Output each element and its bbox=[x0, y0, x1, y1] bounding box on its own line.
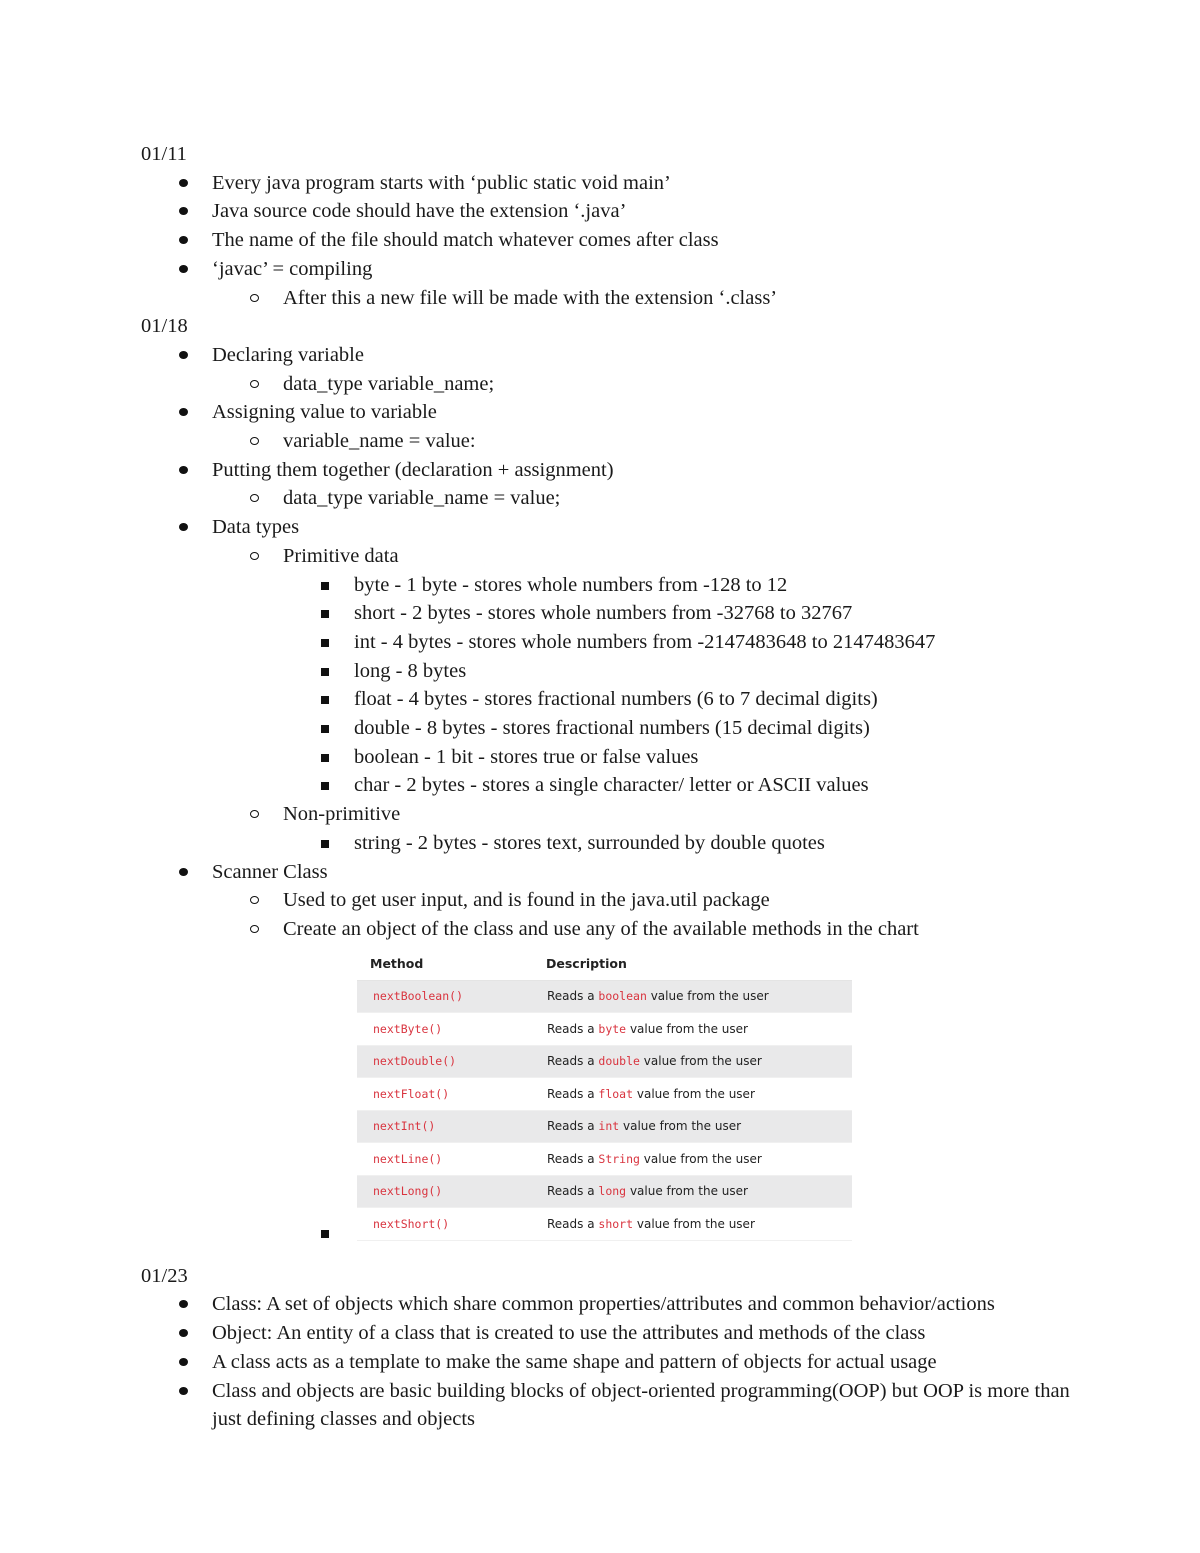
square-bullet-icon bbox=[321, 639, 329, 647]
sub-bullet-list bbox=[212, 484, 1071, 513]
description-prefix: Reads a bbox=[547, 1151, 595, 1166]
list-item: Data types Primitive data byte - 1 byte - stores whole numbers from -128 to 12 short - 2 bytes - stores whole numbers from -32768 to 32767 int - 4 bytes - stores whole numbers from -2147483648 to 2147483647 long - 8 bytes float - 4 bytes - stores fractional numbers (6 to 7 decimal digits) double - 8 bytes - stores fractional numbers (15 decimal digits) boolean - 1 bit - stores true or false values char - 2 bytes - stores a single character/ letter or ASCII values Non-primitive string - 2 bytes - stores text, surrounded by double quotes bbox=[141, 513, 1071, 857]
method-description-cell bbox=[533, 1110, 852, 1143]
list-item: Non-primitive string - 2 bytes - stores text, surrounded by double quotes bbox=[212, 800, 1071, 857]
list-item: Create an object of the class and use any of the available methods in the chart Method Description nextBoolean() Reads a boolean value from the user nextByte() Reads a byte value from the user nextDouble() Reads a double value from the user nextFloat() Reads a float value from the user nextInt() Reads a int value from the user nextLine() Reads a String value from the user nextLong() Reads a long value from the user nextShort() Reads a short value from the user bbox=[212, 915, 1071, 1262]
filled-circle-bullet-icon bbox=[179, 179, 188, 187]
filled-circle-bullet-icon bbox=[179, 1387, 188, 1395]
square-bullet-icon bbox=[321, 668, 329, 676]
filled-circle-bullet-icon bbox=[179, 408, 188, 416]
table-row bbox=[357, 1110, 852, 1143]
list-item: Primitive data byte - 1 byte - stores whole numbers from -128 to 12 short - 2 bytes - stores whole numbers from -32768 to 32767 int - 4 bytes - stores whole numbers from -2147483648 to 2147483647 long - 8 bytes float - 4 bytes - stores fractional numbers (6 to 7 decimal digits) double - 8 bytes - stores fractional numbers (15 decimal digits) boolean - 1 bit - stores true or false values char - 2 bytes - stores a single character/ letter or ASCII values bbox=[212, 542, 1071, 800]
filled-circle-bullet-icon bbox=[179, 351, 188, 359]
type-code: byte bbox=[598, 1021, 627, 1036]
method-description-cell bbox=[533, 1045, 852, 1078]
method-name-cell: nextInt() bbox=[357, 1110, 533, 1143]
filled-circle-bullet-icon bbox=[179, 207, 188, 215]
list-item: The name of the file should match whatever comes after class bbox=[141, 226, 1071, 255]
bullet-list bbox=[141, 1290, 1071, 1434]
type-code: boolean bbox=[598, 989, 647, 1004]
type-code: double bbox=[598, 1054, 640, 1069]
description-prefix: Reads a bbox=[547, 1119, 595, 1134]
description-prefix: Reads a bbox=[547, 1054, 595, 1069]
method-description-cell bbox=[533, 1013, 852, 1046]
list-item: boolean - 1 bit - stores true or false values bbox=[283, 743, 1071, 772]
method-name-cell: nextDouble() bbox=[357, 1045, 533, 1078]
list-item: char - 2 bytes - stores a single character/ letter or ASCII values bbox=[283, 771, 1071, 800]
list-item: long - 8 bytes bbox=[283, 657, 1071, 686]
filled-circle-bullet-icon bbox=[179, 1358, 188, 1366]
list-item: Object: An entity of a class that is created to use the attributes and methods of the class bbox=[141, 1319, 1071, 1348]
sub-bullet-list bbox=[212, 284, 1071, 313]
filled-circle-bullet-icon bbox=[179, 265, 188, 273]
table-row bbox=[357, 1208, 852, 1241]
description-suffix: value from the user bbox=[636, 1216, 755, 1231]
list-item: data_type variable_name = value; bbox=[212, 484, 1071, 513]
list-item: Used to get user input, and is found in the java.util package bbox=[212, 886, 1071, 915]
method-name-cell: nextByte() bbox=[357, 1013, 533, 1046]
list-item: Putting them together (declaration + assignment) data_type variable_name = value; bbox=[141, 456, 1071, 513]
method-description-cell bbox=[533, 1078, 852, 1111]
list-item: Class: A set of objects which share common properties/attributes and common behavior/actions bbox=[141, 1290, 1071, 1319]
hollow-circle-bullet-icon bbox=[250, 896, 259, 904]
method-name-cell: nextLong() bbox=[357, 1175, 533, 1208]
description-suffix: value from the user bbox=[623, 1119, 742, 1134]
description-suffix: value from the user bbox=[629, 1184, 748, 1199]
list-item: short - 2 bytes - stores whole numbers from -32768 to 32767 bbox=[283, 599, 1071, 628]
method-description-cell bbox=[533, 1143, 852, 1176]
method-name-cell: nextBoolean() bbox=[357, 980, 533, 1013]
table-row bbox=[357, 980, 852, 1013]
list-item: float - 4 bytes - stores fractional numbers (6 to 7 decimal digits) bbox=[283, 685, 1071, 714]
sub-sub-bullet-list bbox=[283, 571, 1071, 801]
hollow-circle-bullet-icon bbox=[250, 294, 259, 302]
type-code: short bbox=[598, 1216, 634, 1231]
type-code: int bbox=[598, 1119, 620, 1134]
method-name-cell: nextFloat() bbox=[357, 1078, 533, 1111]
type-code: float bbox=[598, 1086, 634, 1101]
description-prefix: Reads a bbox=[547, 1184, 595, 1199]
description-prefix: Reads a bbox=[547, 1086, 595, 1101]
list-item: byte - 1 byte - stores whole numbers from -128 to 12 bbox=[283, 571, 1071, 600]
hollow-circle-bullet-icon bbox=[250, 925, 259, 933]
description-suffix: value from the user bbox=[643, 1151, 762, 1166]
description-suffix: value from the user bbox=[650, 989, 769, 1004]
bullet-list bbox=[141, 169, 1071, 313]
type-code: String bbox=[598, 1151, 640, 1166]
square-bullet-icon bbox=[321, 725, 329, 733]
type-code: long bbox=[598, 1184, 627, 1199]
sub-bullet-list bbox=[212, 427, 1071, 456]
table-row bbox=[357, 1078, 852, 1111]
description-suffix: value from the user bbox=[643, 1054, 762, 1069]
filled-circle-bullet-icon bbox=[179, 236, 188, 244]
list-item: Class and objects are basic building blocks of object-oriented programming(OOP) but OOP is more than just defining classes and objects bbox=[141, 1377, 1071, 1434]
filled-circle-bullet-icon bbox=[179, 868, 188, 876]
square-bullet-icon bbox=[321, 610, 329, 618]
square-bullet-icon bbox=[321, 840, 329, 848]
hollow-circle-bullet-icon bbox=[250, 552, 259, 560]
square-bullet-icon bbox=[321, 696, 329, 704]
filled-circle-bullet-icon bbox=[179, 1329, 188, 1337]
list-item: data_type variable_name; bbox=[212, 370, 1071, 399]
notes-body bbox=[141, 140, 1071, 1434]
list-item: int - 4 bytes - stores whole numbers from -2147483648 to 2147483647 bbox=[283, 628, 1071, 657]
hollow-circle-bullet-icon bbox=[250, 810, 259, 818]
list-item: variable_name = value: bbox=[212, 427, 1071, 456]
table-row bbox=[357, 1143, 852, 1176]
list-item: string - 2 bytes - stores text, surrounded by double quotes bbox=[283, 829, 1071, 858]
hollow-circle-bullet-icon bbox=[250, 494, 259, 502]
description-prefix: Reads a bbox=[547, 1021, 595, 1036]
filled-circle-bullet-icon bbox=[179, 523, 188, 531]
list-item: ‘javac’ = compiling After this a new file will be made with the extension ‘.class’ bbox=[141, 255, 1071, 312]
filled-circle-bullet-icon bbox=[179, 1300, 188, 1308]
section-date: 01/23 bbox=[141, 1264, 188, 1287]
list-item bbox=[283, 944, 1071, 1262]
list-item: After this a new file will be made with the extension ‘.class’ bbox=[212, 284, 1071, 313]
list-item: double - 8 bytes - stores fractional numbers (15 decimal digits) bbox=[283, 714, 1071, 743]
table-header-row bbox=[357, 950, 852, 981]
description-prefix: Reads a bbox=[547, 989, 595, 1004]
method-name-cell: nextShort() bbox=[357, 1208, 533, 1241]
list-item: Declaring variable data_type variable_name; bbox=[141, 341, 1071, 398]
bullet-list bbox=[141, 341, 1071, 1262]
method-name-cell: nextLine() bbox=[357, 1143, 533, 1176]
square-bullet-icon bbox=[321, 582, 329, 590]
description-suffix: value from the user bbox=[636, 1086, 755, 1101]
sub-bullet-list bbox=[212, 542, 1071, 858]
sub-bullet-list bbox=[212, 886, 1071, 1261]
table-row bbox=[357, 1045, 852, 1078]
table-row bbox=[357, 1175, 852, 1208]
column-header-method: Method bbox=[357, 950, 533, 981]
sub-bullet-list bbox=[212, 370, 1071, 399]
description-suffix: value from the user bbox=[629, 1021, 748, 1036]
sub-sub-bullet-list bbox=[283, 829, 1071, 858]
table-row bbox=[357, 1013, 852, 1046]
description-prefix: Reads a bbox=[547, 1216, 595, 1231]
section-date: 01/11 bbox=[141, 143, 187, 165]
list-item: Java source code should have the extension ‘.java’ bbox=[141, 197, 1071, 226]
list-item: A class acts as a template to make the same shape and pattern of objects for actual usage bbox=[141, 1348, 1071, 1377]
method-description-cell bbox=[533, 980, 852, 1013]
square-bullet-icon bbox=[321, 782, 329, 790]
square-bullet-icon bbox=[321, 1230, 329, 1238]
method-description-cell bbox=[533, 1175, 852, 1208]
method-description-cell bbox=[533, 1208, 852, 1241]
list-item: Scanner Class Used to get user input, and is found in the java.util package Create an object of the class and use any of the available methods in the chart Method Description nextBoolean() Reads a boolean value from the user nextByte() Reads a byte value from the user nextDouble() Reads a double value from the user nextFloat() Reads a float value from the user nextInt() Reads a int value from the user nextLine() Reads a String value from the user nextLong() Reads a long value from the user nextShort() Reads a short value from the user bbox=[141, 858, 1071, 1262]
hollow-circle-bullet-icon bbox=[250, 437, 259, 445]
filled-circle-bullet-icon bbox=[179, 466, 188, 474]
square-bullet-icon bbox=[321, 754, 329, 762]
scanner-methods-table bbox=[357, 950, 852, 1241]
sub-sub-bullet-list bbox=[283, 944, 1071, 1262]
list-item: Every java program starts with ‘public static void main’ bbox=[141, 169, 1071, 198]
hollow-circle-bullet-icon bbox=[250, 380, 259, 388]
column-header-description: Description bbox=[533, 950, 852, 981]
section-date: 01/18 bbox=[141, 315, 188, 338]
list-item: Assigning value to variable variable_name = value: bbox=[141, 398, 1071, 455]
